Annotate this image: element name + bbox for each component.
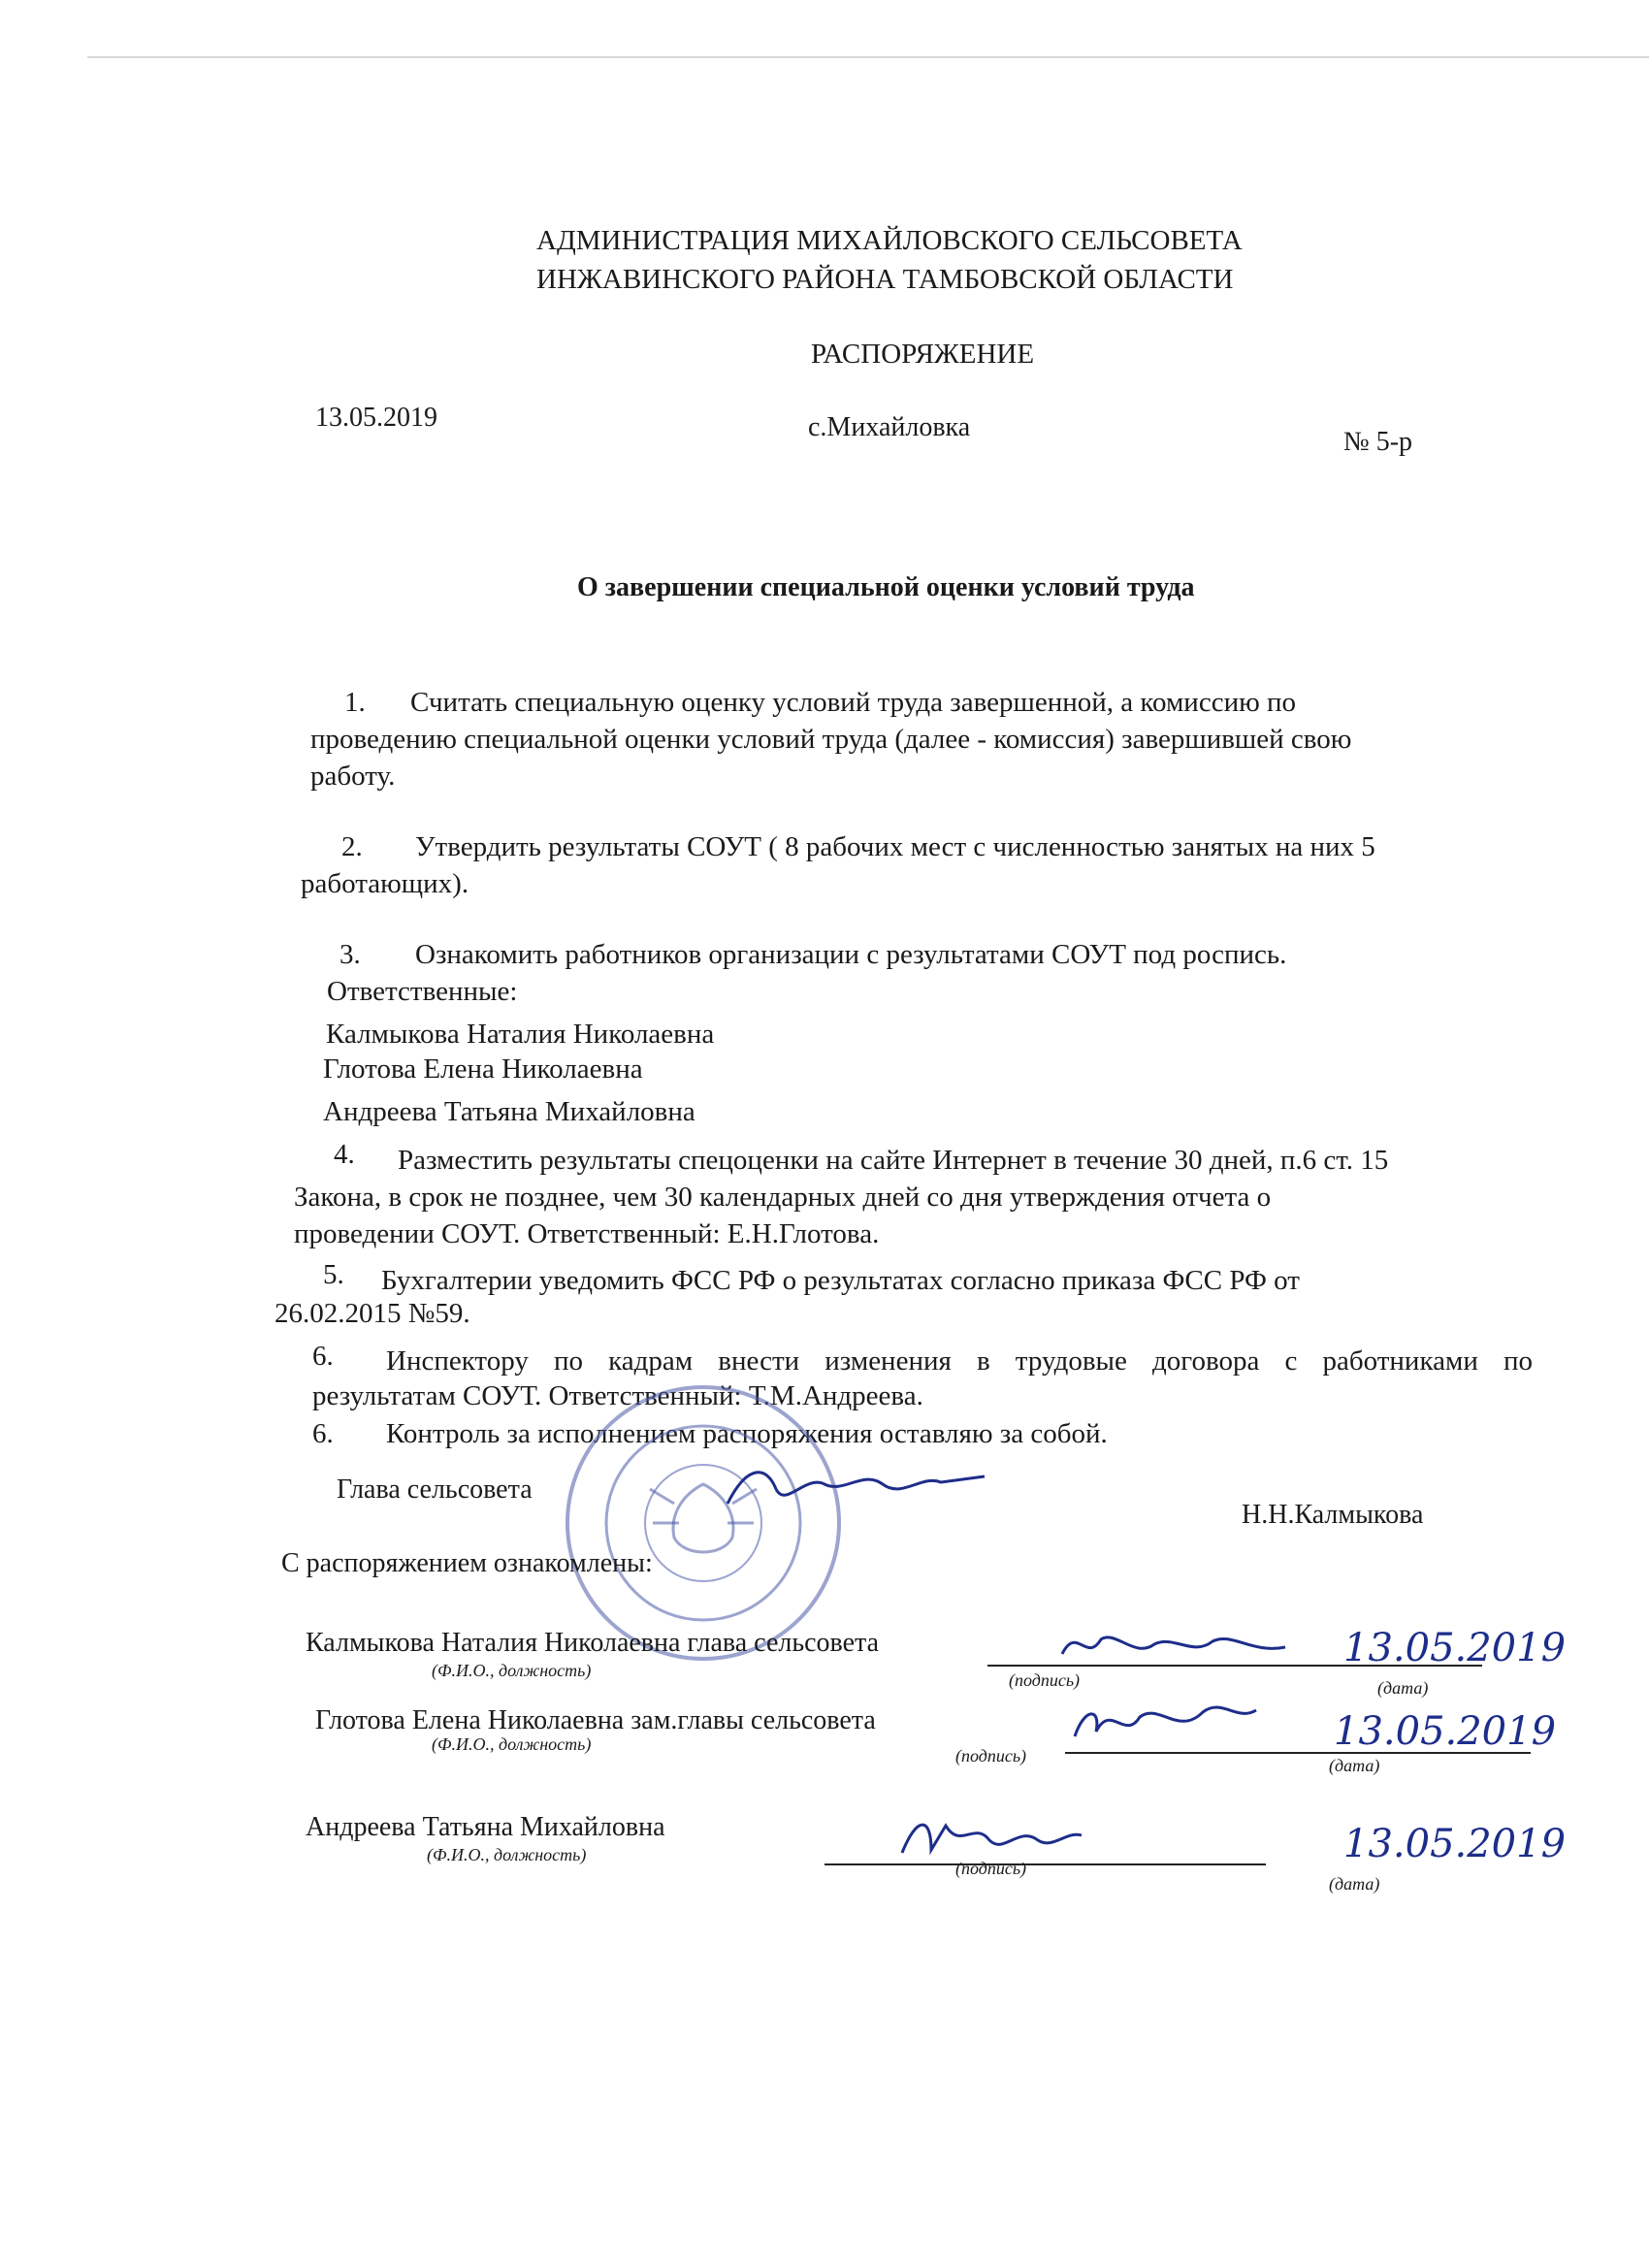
ack-row-3-signature-icon: [892, 1806, 1086, 1864]
item-5-number: 5.: [323, 1259, 344, 1290]
ack-row-2-date-label: (дата): [1329, 1756, 1380, 1775]
ack-row-1-signature-icon: [1057, 1620, 1290, 1669]
ack-row-2-fio-label: (Ф.И.О., должность): [432, 1734, 592, 1754]
item-3-line1: Ознакомить работников организации с результатами СОУТ под роспись.: [415, 939, 1287, 970]
document-place: с.Михайловка: [808, 412, 971, 442]
head-signature-icon: [718, 1445, 989, 1523]
org-name-line2: ИНЖАВИНСКОГО РАЙОНА ТАМБОВСКОЙ ОБЛАСТИ: [536, 264, 1234, 295]
item-2-number: 2.: [341, 831, 363, 862]
item-1-line2: проведению специальной оценки условий труда (далее - комиссия) завершившей свою: [310, 724, 1352, 755]
ack-row-1-who: Калмыкова Наталия Николаевна глава сельсовета: [306, 1628, 880, 1658]
ack-row-2-date: 13.05.2019: [1334, 1709, 1557, 1754]
item-6-line2: результатам СОУТ. Ответственный: Т.М.Андреева.: [312, 1380, 923, 1411]
item-1-number: 1.: [344, 687, 366, 718]
item-3-number: 3.: [340, 939, 361, 970]
signer-name: Н.Н.Калмыкова: [1242, 1500, 1424, 1530]
ack-row-2-sign-label: (подпись): [955, 1746, 1027, 1766]
item-4-line3: проведении СОУТ. Ответственный: Е.Н.Глотова.: [294, 1218, 880, 1249]
document-number: № 5-р: [1343, 427, 1413, 457]
ack-row-3-date-label: (дата): [1329, 1874, 1380, 1894]
item-7-line1: Контроль за исполнением распоряжения оставляю за собой.: [386, 1418, 1108, 1449]
item-3-person-1: Калмыкова Наталия Николаевна: [326, 1019, 715, 1050]
ack-row-2-who: Глотова Елена Николаевна зам.главы сельсовета: [315, 1705, 876, 1735]
item-3-person-3: Андреева Татьяна Михайловна: [323, 1096, 695, 1127]
ack-row-1-fio-label: (Ф.И.О., должность): [432, 1661, 592, 1680]
item-7-number: 6.: [312, 1418, 334, 1449]
ack-row-3-who: Андреева Татьяна Михайловна: [306, 1812, 665, 1842]
item-5-line2: 26.02.2015 №59.: [275, 1298, 470, 1329]
document-type: РАСПОРЯЖЕНИЕ: [811, 339, 1035, 370]
org-name-line1: АДМИНИСТРАЦИЯ МИХАЙЛОВСКОГО СЕЛЬСОВЕТА: [536, 225, 1243, 256]
ack-row-3-date: 13.05.2019: [1343, 1822, 1567, 1866]
item-1-line1: Считать специальную оценку условий труда завершенной, а комиссию по: [410, 687, 1297, 718]
signer-position: Глава сельсовета: [337, 1474, 533, 1505]
item-4-line1: Разместить результаты спецоценки на сайте Интернет в течение 30 дней, п.6 ст. 15: [398, 1145, 1389, 1176]
ack-row-1-date: 13.05.2019: [1343, 1626, 1567, 1670]
item-1-line3: работу.: [310, 761, 396, 792]
ack-row-3-fio-label: (Ф.И.О., должность): [427, 1845, 587, 1864]
item-4-line2: Закона, в срок не позднее, чем 30 календарных дней со дня утверждения отчета о: [294, 1182, 1272, 1213]
item-2-line2: работающих).: [301, 868, 469, 899]
item-6-number: 6.: [312, 1341, 334, 1372]
ack-row-1-sign-label: (подпись): [1009, 1670, 1081, 1690]
item-2-line1: Утвердить результаты СОУТ ( 8 рабочих мест с численностью занятых на них 5: [415, 831, 1375, 862]
item-4-number: 4.: [334, 1139, 355, 1170]
document-title: О завершении специальной оценки условий труда: [577, 572, 1195, 602]
document-date: 13.05.2019: [315, 403, 437, 433]
acknowledgement-heading: С распоряжением ознакомлены:: [281, 1548, 653, 1578]
ack-row-2-signature-icon: [1067, 1693, 1261, 1751]
ack-row-1-date-label: (дата): [1377, 1678, 1429, 1698]
item-3-person-2: Глотова Елена Николаевна: [323, 1053, 643, 1085]
official-stamp-icon: [558, 1377, 849, 1669]
scan-edge-line: [87, 56, 1649, 58]
item-3-responsible-label: Ответственные:: [327, 976, 518, 1007]
item-5-line1: Бухгалтерии уведомить ФСС РФ о результатах согласно приказа ФСС РФ от: [381, 1265, 1300, 1296]
ack-row-3-sign-label: (подпись): [955, 1859, 1027, 1878]
item-6-line1: Инспектору по кадрам внести изменения в трудовые договора с работниками по: [386, 1345, 1533, 1377]
